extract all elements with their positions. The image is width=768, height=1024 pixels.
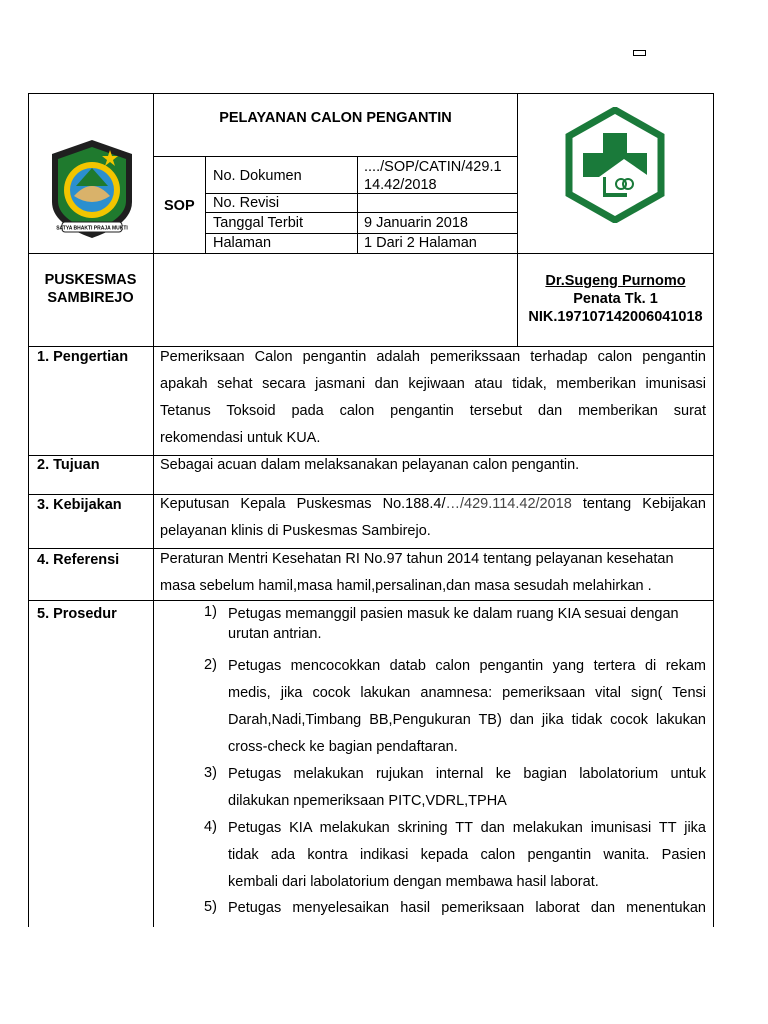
field-label-no-dokumen: No. Dokumen: [213, 168, 302, 184]
field-label-halaman: Halaman: [213, 235, 272, 251]
signer-rank: Penata Tk. 1: [573, 291, 658, 307]
field-value-no-dokumen-line1: ..../SOP/CATIN/429.1: [364, 159, 502, 175]
svg-text:SATYA BHAKTI PRAJA MUKTI: SATYA BHAKTI PRAJA MUKTI: [56, 225, 128, 232]
org-name-line1: PUSKESMAS: [44, 272, 137, 288]
page-title: PELAYANAN CALON PENGANTIN: [219, 110, 452, 126]
section-text-referensi: Peraturan Mentri Kesehatan RI No.97 tahun 2014 tentang pelayanan kesehatan masa sebelum hamil,masa hamil,persalinan,dan masa sesudah melahirkan .: [160, 551, 674, 594]
signer-name: Dr.Sugeng Purnomo: [545, 273, 686, 289]
sop-label: SOP: [164, 198, 195, 214]
field-label-no-revisi: No. Revisi: [213, 195, 280, 211]
org-name-line2: SAMBIREJO: [47, 290, 134, 306]
section-text-kebijakan: Keputusan Kepala Puskesmas No.188.4/…/429.114.42/2018 tentang Kebijakan pelayanan klinis di Puskesmas Sambirejo.: [160, 496, 706, 539]
section-label-prosedur: 5. Prosedur: [37, 606, 117, 622]
field-value-tanggal-terbit: 9 Januarin 2018: [364, 215, 468, 231]
field-value-halaman: 1 Dari 2 Halaman: [364, 235, 477, 251]
regency-emblem-logo: [46, 138, 138, 242]
signer-nik: NIK.197107142006041018: [528, 309, 703, 325]
sop-table: SATYA BHAKTI PRAJA MUKTI PELAYANAN CALON PENGANTIN SOP No. Dokumen ..../SOP/CATIN/429.1 14.42/2018 No. Revisi Tanggal Terbit 9 Januarin 2018 Halaman 1 Dari 2 Halaman PUSKESMAS SAMBIREJO Dr.Sugeng Purnomo Penata Tk. 1 NIK.197107142006041018 1. Pengertian Pemeriksaan Calon pengantin adalah pemerikssaan terhadap calon pengantin apakah sehat secara jasmani dan kejiwaan atau tidak, memberikan imunisasi Tetanus Toksoid pada calon pengantin tersebut dan memberikan surat rekomendasi untuk KUA. 2. Tujuan Sebagai acuan dalam melaksanakan pelayanan calon pengantin. 3. Kebijakan Keputusan Kepala Puskesmas No.188.4/…/429.114.42/2018 tentang Kebijakan pelayanan klinis di Puskesmas Sambirejo. 4. Referensi Peraturan Mentri Kesehatan RI No.97 tahun 2014 tentang pelayanan kesehatan masa sebelum hamil,masa hamil,persalinan,dan masa sesudah melahirkan . 5. Prosedur 1) Petugas memanggil pasien masuk ke dalam ruang KIA sesuai dengan urutan antrian. 2) Petugas mencocokkan datab calon pengantin yang tertera di rekam medis, jika cocok lakukan anamnesa: pemeriksaan vital sign( Tensi Darah,Nadi,Timbang BB,Pengukuran TB) dan jika tidak cocok lakukan cross-check ke bagian pendaftaran. 3) Petugas melakukan rujukan internal ke bagian labolatorium untuk dilakukan npemeriksaan PITC,VDRL,TPHA 4) Petugas KIA melakukan skrining TT dan melakukan imunisasi TT jika tidak ada kontra indikasi kepada calon pengantin wanita. Pasien kembali dari labolatorium dengan membawa hasil laborat. 5) Petugas menyelesaikan hasil pemeriksaan laborat dan menentukan: [28, 93, 714, 927]
section-label-tujuan: 2. Tujuan: [37, 457, 100, 473]
section-text-pengertian: Pemeriksaan Calon pengantin adalah pemerikssaan terhadap calon pengantin apakah sehat secara jasmani dan kejiwaan atau tidak, memberikan imunisasi Tetanus Toksoid pada calon pengantin tersebut dan memberikan surat rekomendasi untuk KUA.: [160, 349, 706, 446]
section-label-kebijakan: 3. Kebijakan: [37, 497, 122, 513]
page-marker: [633, 50, 646, 56]
section-label-pengertian: 1. Pengertian: [37, 349, 129, 365]
section-label-referensi: 4. Referensi: [37, 552, 120, 568]
field-value-no-dokumen-line2: 14.42/2018: [364, 177, 437, 193]
section-text-tujuan: Sebagai acuan dalam melaksanakan pelayanan calon pengantin.: [160, 457, 580, 473]
puskesmas-logo: [564, 107, 666, 223]
field-label-tanggal-terbit: Tanggal Terbit: [213, 215, 304, 231]
